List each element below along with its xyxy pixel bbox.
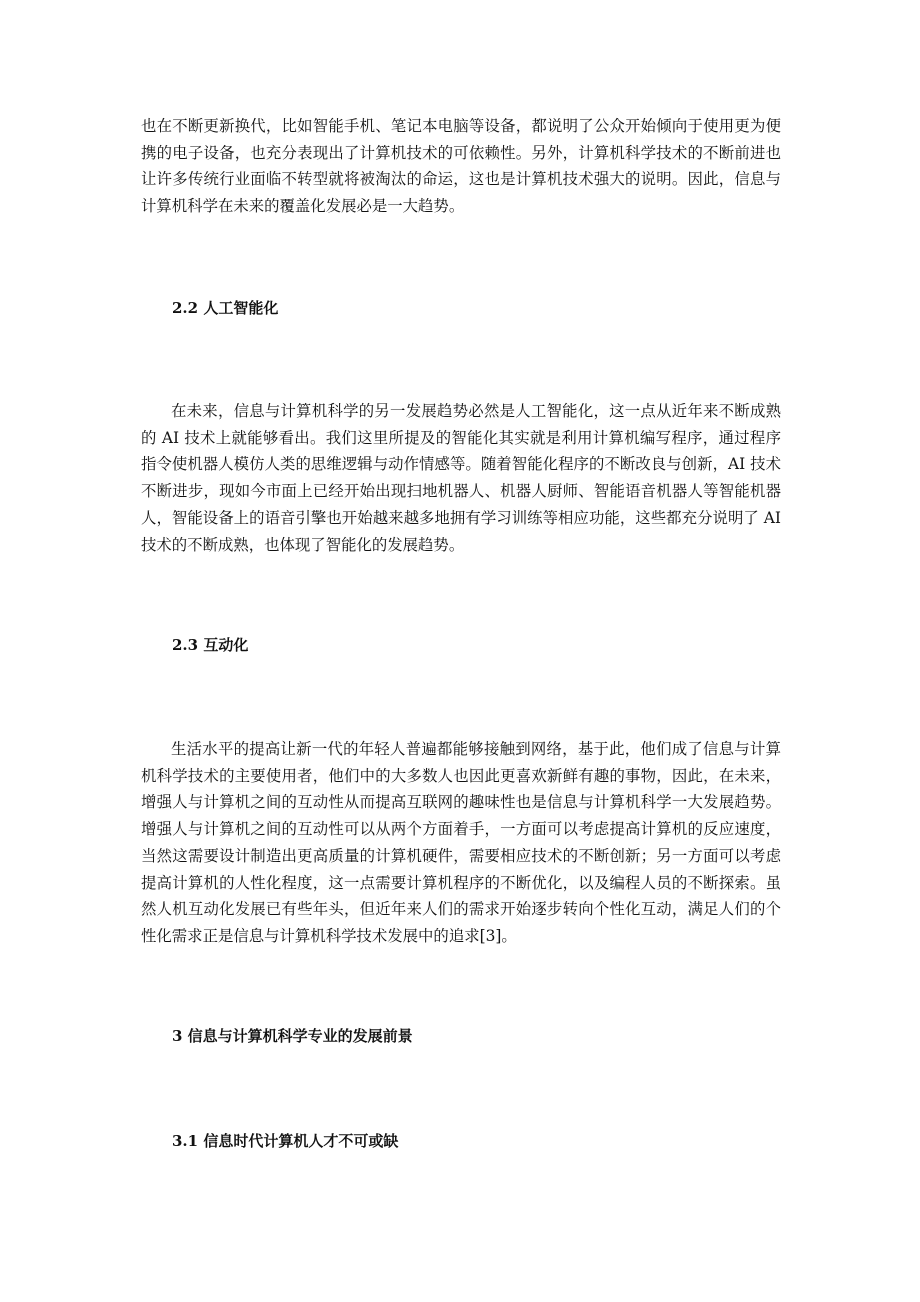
paragraph-interactive: 生活水平的提高让新一代的年轻人普遍都能够接触到网络，基于此，他们成了信息与计算机科学技术的主要使用者，他们中的大多数人也因此更喜欢新鲜有趣的事物，因此，在未来，增强人与计算机之间的互动性从而提高互联网的趣味性也是信息与计算机科学一大发展趋势。增强人与计算机之间的互动性可以从两个方面着手，一方面可以考虑提高计算机的反应速度，当然这需要设计制造出更高质量的计算机硬件，需要相应技术的不断创新；另一方面可以考虑提高计算机的人性化程度，这一点需要计算机程序的不断优化，以及编程人员的不断探索。虽然人机互动化发展已有些年头，但近年来人们的需求开始逐步转向个性化互动，满足人们的个性化需求正是信息与计算机科学技术发展中的追求[3]。: [141, 740, 781, 945]
paragraph-ai: 在未来，信息与计算机科学的另一发展趋势必然是人工智能化，这一点从近年来不断成熟的 AI 技术上就能够看出。我们这里所提及的智能化其实就是利用计算机编写程序，通过程序指令使机器人模仿人类的思维逻辑与动作情感等。随着智能化程序的不断改良与创新，AI 技术不断进步，现如今市面上已经开始出现扫地机器人、机器人厨师、智能语音机器人等智能机器人，智能设备上的语音引擎也开始越来越多地拥有学习训练等相应功能，这些都充分说明了 AI 技术的不断成熟，也体现了智能化的发展趋势。: [141, 402, 781, 554]
heading-ai: 2.2 人工智能化: [172, 299, 279, 317]
heading-interactive: 2.3 互动化: [172, 636, 249, 654]
paragraph-device-trend: 也在不断更新换代，比如智能手机、笔记本电脑等设备，都说明了公众开始倾向于使用更为便携的电子设备，也充分表现出了计算机技术的可依赖性。另外，计算机科学技术的不断前进也让许多传统行业面临不转型就将被淘汰的命运，这也是计算机技术强大的说明。因此，信息与计算机科学在未来的覆盖化发展必是一大趋势。: [141, 117, 781, 216]
heading-talent: 3.1 信息时代计算机人才不可或缺: [172, 1132, 399, 1150]
heading-prospects: 3 信息与计算机科学专业的发展前景: [172, 1027, 413, 1045]
